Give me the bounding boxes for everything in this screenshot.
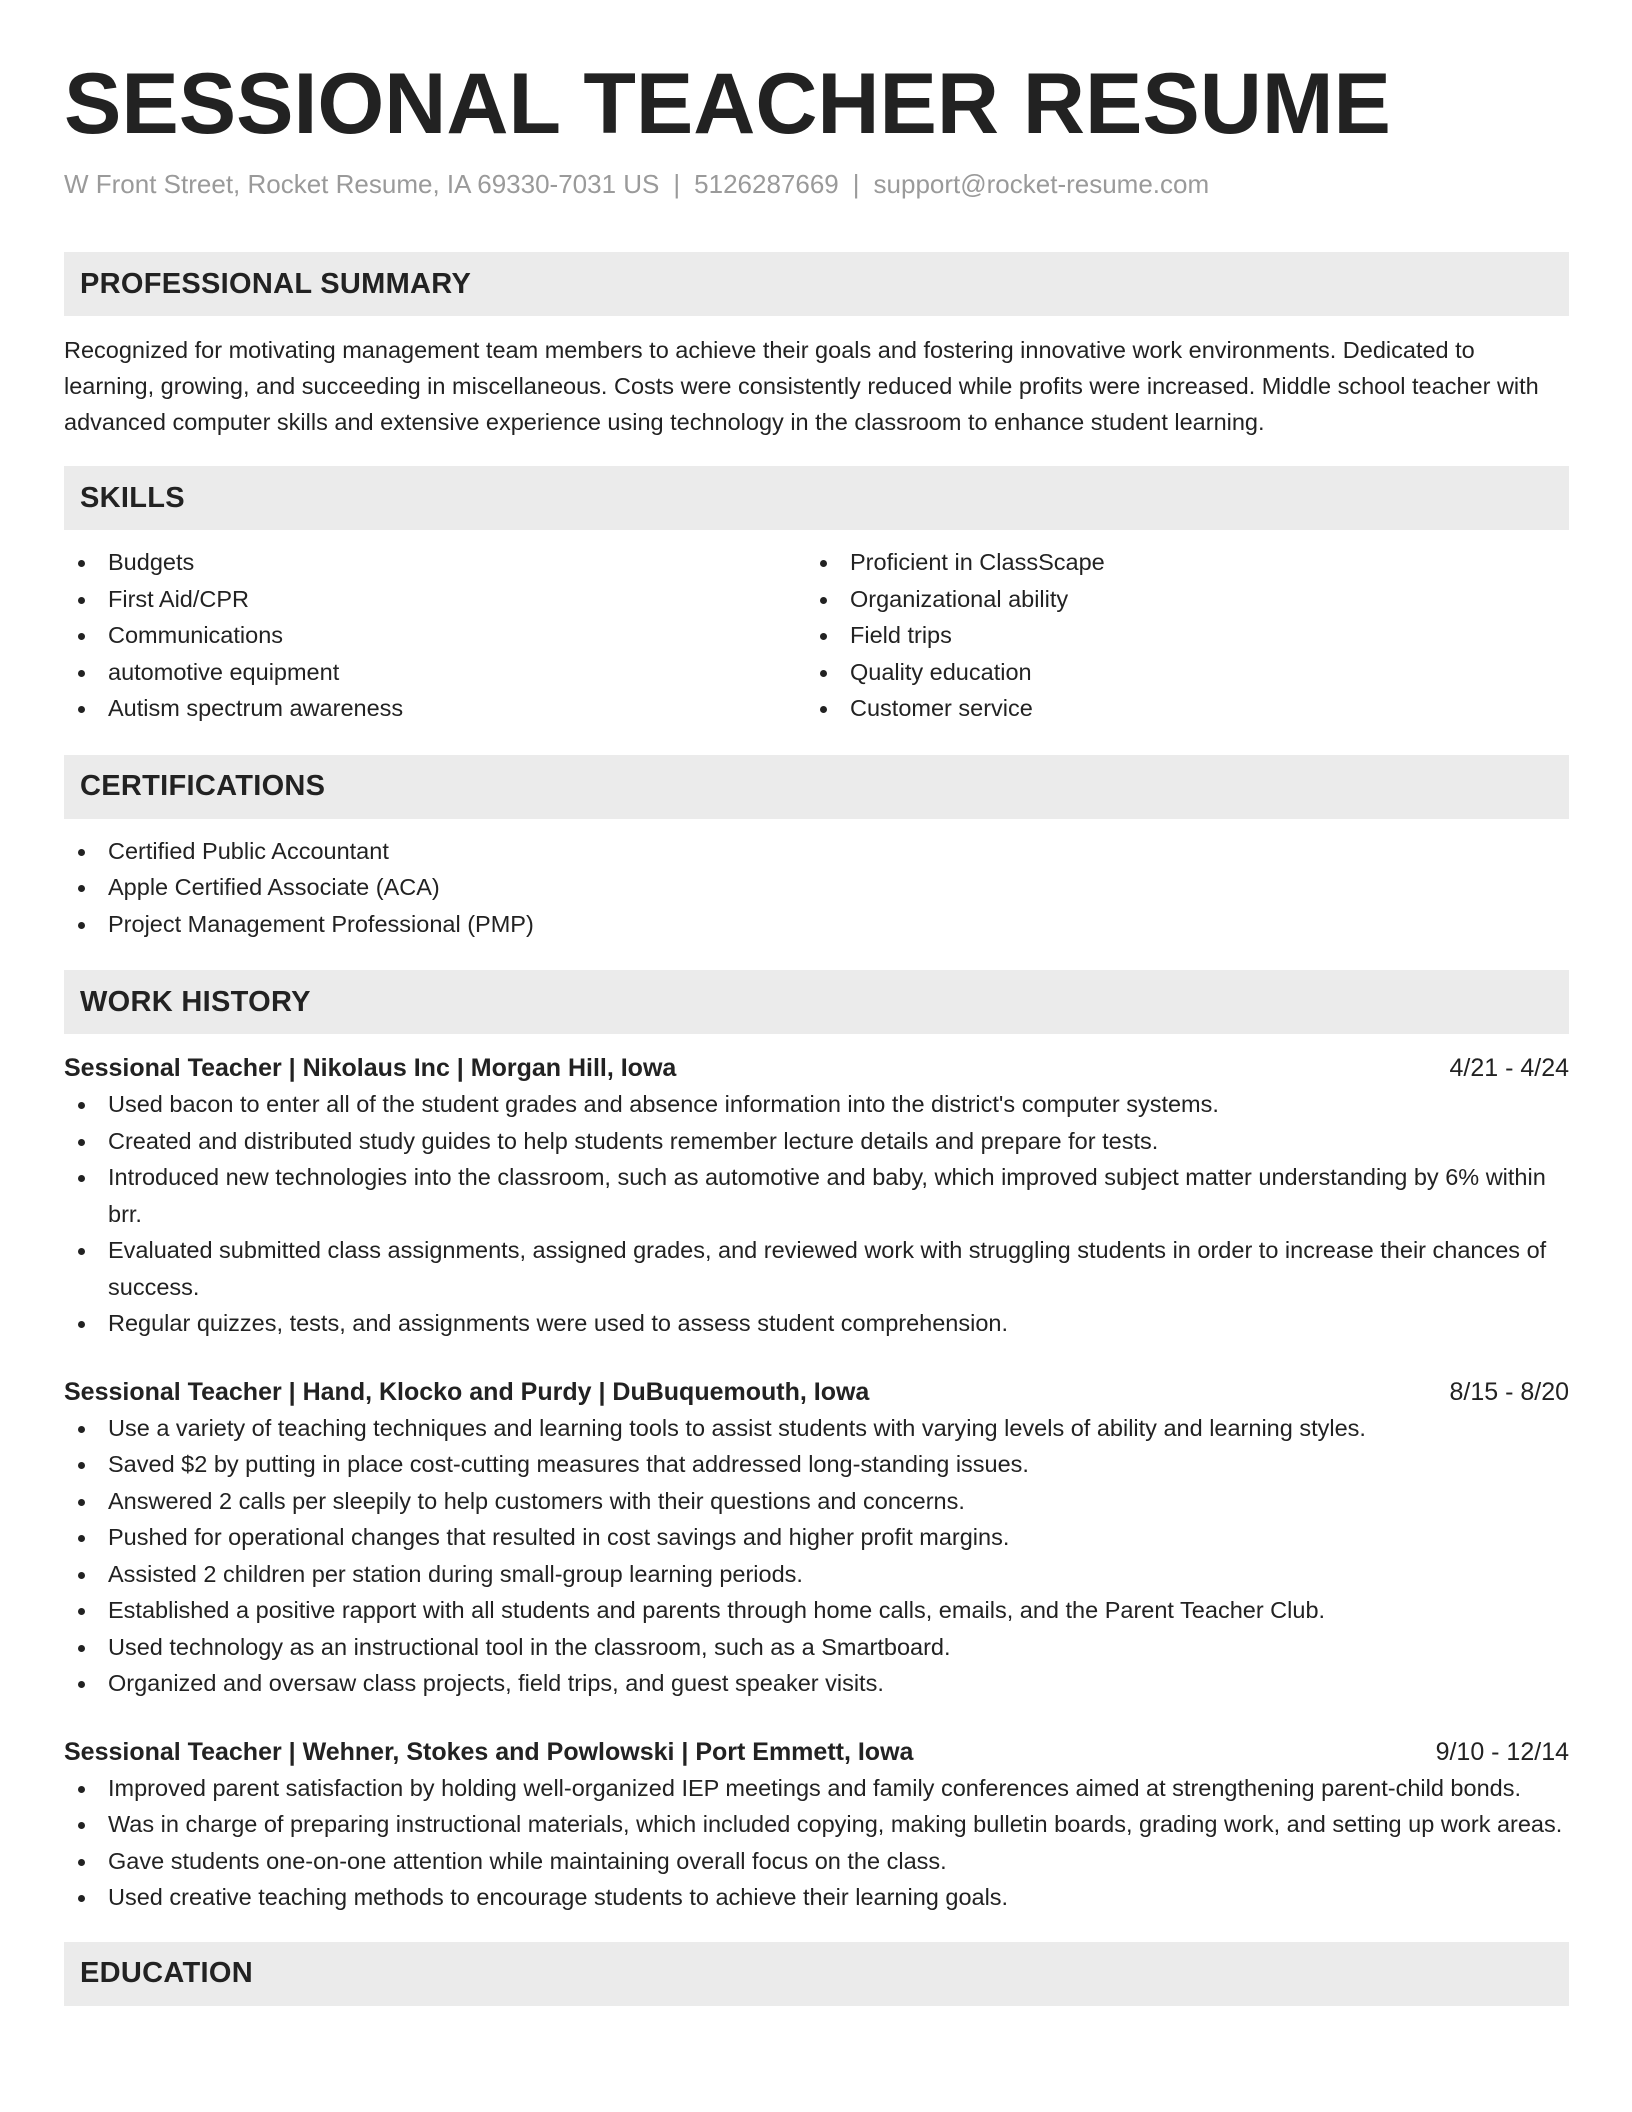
contact-phone: 5126287669 — [694, 169, 839, 199]
section-title: PROFESSIONAL SUMMARY — [80, 267, 472, 300]
list-item: Apple Certified Associate (ACA) — [64, 869, 1569, 906]
section-title: SKILLS — [80, 481, 185, 514]
job-header — [64, 1050, 1569, 1086]
list-item: Used technology as an instructional tool in the classroom, such as a Smartboard. — [64, 1629, 1569, 1666]
section-title: WORK HISTORY — [80, 985, 311, 1018]
job-entry — [64, 1050, 1569, 1342]
job-title: Sessional Teacher | Nikolaus Inc | Morgan Hill, Iowa — [64, 1054, 677, 1082]
list-item: Field trips — [806, 617, 1548, 654]
resume-page — [64, 0, 1569, 2006]
resume-title: SESSIONAL TEACHER RESUME — [64, 56, 1391, 152]
list-item: Created and distributed study guides to help students remember lecture details and prepare for tests. — [64, 1123, 1569, 1160]
job-title: Sessional Teacher | Hand, Klocko and Purdy | DuBuquemouth, Iowa — [64, 1377, 870, 1406]
skills-grid — [64, 544, 1569, 727]
list-item: Budgets — [64, 544, 806, 581]
skills-column-right — [806, 544, 1548, 727]
list-item: Introduced new technologies into the classroom, such as automotive and baby, which improved subject matter understanding by 6% within brr. — [64, 1159, 1569, 1232]
list-item: Saved $2 by putting in place cost-cutting measures that addressed long-standing issues. — [64, 1446, 1569, 1483]
skills-list — [64, 544, 806, 727]
list-item: Answered 2 calls per sleepily to help customers with their questions and concerns. — [64, 1483, 1569, 1520]
job-title: Sessional Teacher | Wehner, Stokes and Powlowski | Port Emmett, Iowa — [64, 1737, 914, 1766]
section-title: CERTIFICATIONS — [80, 770, 326, 802]
list-item: Gave students one-on-one attention while maintaining overall focus on the class. — [64, 1843, 1569, 1880]
job-dates: 9/10 - 12/14 — [1435, 1737, 1569, 1766]
list-item: Autism spectrum awareness — [64, 690, 806, 727]
job-header — [64, 1734, 1569, 1770]
list-item: Certified Public Accountant — [64, 833, 1569, 870]
list-item: Project Management Professional (PMP) — [64, 906, 1569, 943]
section-header-certifications — [64, 755, 1569, 819]
job-bullets — [64, 1086, 1569, 1342]
list-item: Organizational ability — [806, 581, 1548, 618]
section-header-skills — [64, 466, 1569, 530]
job-dates: 4/21 - 4/24 — [1449, 1054, 1569, 1082]
list-item: Quality education — [806, 654, 1548, 691]
list-item: Was in charge of preparing instructional materials, which included copying, making bulletin boards, grading work, and setting up work areas. — [64, 1806, 1569, 1843]
section-header-education — [64, 1942, 1569, 2006]
list-item: Proficient in ClassScape — [806, 544, 1548, 581]
list-item: Communications — [64, 617, 806, 654]
contact-address: W Front Street, Rocket Resume, IA 69330-7031 US — [64, 169, 660, 199]
job-entry — [64, 1734, 1569, 1916]
list-item: Pushed for operational changes that resulted in cost savings and higher profit margins. — [64, 1519, 1569, 1556]
list-item: Regular quizzes, tests, and assignments were used to assess student comprehension. — [64, 1305, 1569, 1342]
skills-list — [806, 544, 1548, 727]
list-item: Established a positive rapport with all students and parents through home calls, emails, and the Parent Teacher Club. — [64, 1592, 1569, 1629]
contact-separator: | — [673, 169, 681, 199]
job-entry — [64, 1374, 1569, 1702]
list-item: Used creative teaching methods to encourage students to achieve their learning goals. — [64, 1879, 1569, 1916]
section-title: EDUCATION — [80, 1957, 253, 1989]
section-header-work-history — [64, 970, 1569, 1034]
contact-email: support@rocket-resume.com — [873, 169, 1210, 199]
job-bullets — [64, 1410, 1569, 1702]
list-item: Assisted 2 children per station during small-group learning periods. — [64, 1556, 1569, 1593]
job-dates: 8/15 - 8/20 — [1449, 1377, 1569, 1406]
contact-separator: | — [852, 169, 860, 199]
section-header-summary — [64, 252, 1569, 316]
list-item: Evaluated submitted class assignments, assigned grades, and reviewed work with struggling students in order to increase their chances of success. — [64, 1232, 1569, 1305]
contact-line — [64, 166, 1569, 202]
skills-column-left — [64, 544, 806, 727]
list-item: Organized and oversaw class projects, field trips, and guest speaker visits. — [64, 1665, 1569, 1702]
list-item: automotive equipment — [64, 654, 806, 691]
list-item: Customer service — [806, 690, 1548, 727]
summary-text: Recognized for motivating management team members to achieve their goals and fostering innovative work environments. Dedicated to learning, growing, and succeeding in miscellaneous. Costs were consistently reduced while profits were increased. Middle school teacher with advanced computer skills and extensive experience using technology in the classroom to enhance student learning. — [64, 337, 1539, 435]
list-item: Use a variety of teaching techniques and learning tools to assist students with varying levels of ability and learning styles. — [64, 1410, 1569, 1447]
list-item: Used bacon to enter all of the student grades and absence information into the district's computer systems. — [64, 1086, 1569, 1123]
job-header — [64, 1374, 1569, 1410]
certifications-list — [64, 833, 1569, 943]
list-item: First Aid/CPR — [64, 581, 806, 618]
job-bullets — [64, 1770, 1569, 1916]
list-item: Improved parent satisfaction by holding well-organized IEP meetings and family conferences aimed at strengthening parent-child bonds. — [64, 1770, 1569, 1807]
